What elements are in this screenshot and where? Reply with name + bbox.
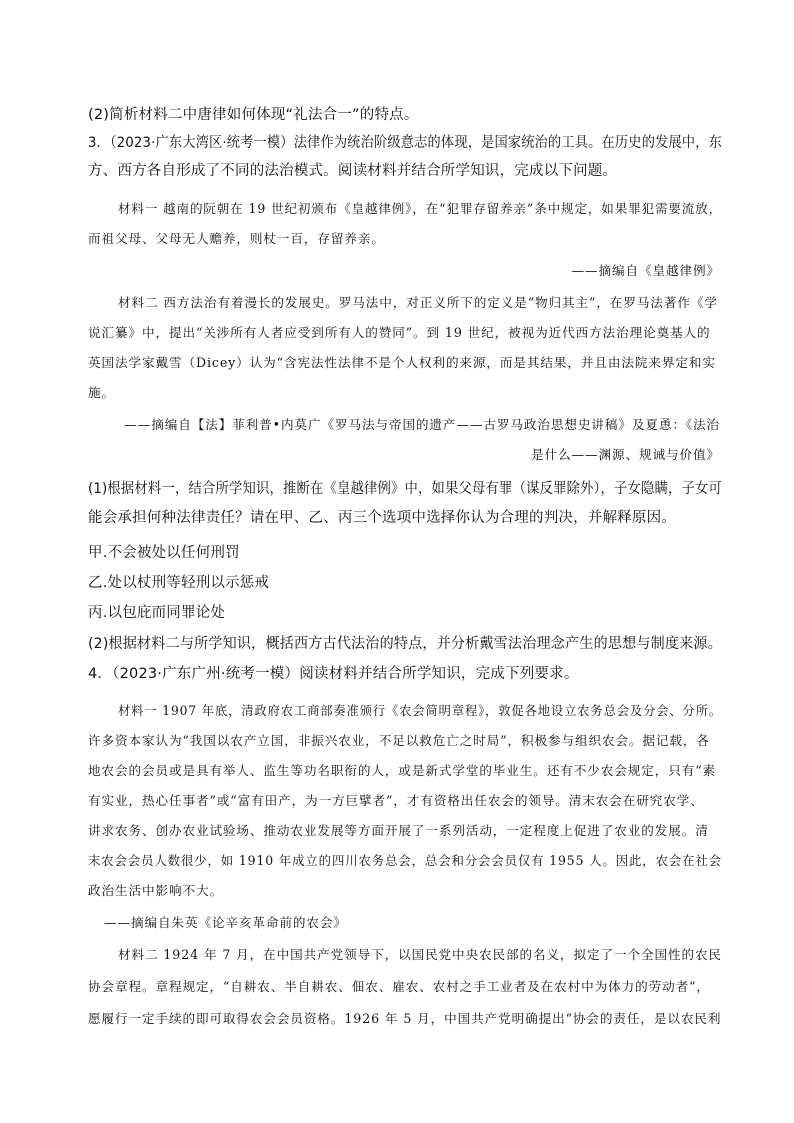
q3-material-1-line: 材料一 越南的阮朝在 19 世纪初颁布《皇越律例》，在“犯罪存留养亲”条中规定，如果罪犯需要流放， — [118, 201, 723, 216]
question-3-source: （2023·广东大湾区·统考一模） — [109, 135, 294, 151]
q3-option-b: 乙.处以杖刑等轻刑以示惩戒 — [88, 575, 270, 591]
q3-material-2-source-line-1: ——摘编自【法】菲利普•内莫广《罗马法与帝国的遗产——古罗马政治思想史讲稿》及夏恿：《法治 — [124, 417, 720, 432]
q3-material-2-line: 英国法学家戴雪（Dicey）认为“含宪法性法律不是个人权利的来源，而是其结果，并且由法院来界定和实 — [88, 355, 716, 370]
q3-option-a: 甲.不会被处以任何刑罚 — [88, 545, 240, 561]
q3-material-2-source-line-2: 是什么——渊源、规诫与价值》 — [531, 447, 720, 462]
q4-material-1-line: 末农会会员人数很少，如 1910 年成立的四川农务总会，总会和分会会员仅有 1955 人。因此，农会在社会 — [88, 853, 722, 868]
q3-sub-2: (2)根据材料二与所学知识，概括西方古代法治的特点，并分析戴雪法治理念产生的思想与制度来源。 — [88, 636, 722, 652]
question-2-sub-2: (2)简析材料二中唐律如何体现“礼法合一”的特点。 — [88, 107, 419, 123]
q3-sub-1-line: (1)根据材料一，结合所学知识，推断在《皇越律例》中，如果父母有罪（谋反罪除外），子女隐瞒，子女可 — [88, 481, 722, 497]
q3-material-1-line: 而祖父母、父母无人赡养，则杖一百，存留养亲。 — [88, 231, 385, 246]
q3-material-2-line: 施。 — [88, 385, 115, 400]
question-4-source: （2023·广东广州·统考一模） — [112, 666, 300, 682]
q4-material-1-line: 材料一 1907 年底，清政府农工商部奏准颁行《农会简明章程》，敦促各地设立农务总会及分会、分所。 — [118, 703, 723, 718]
q4-material-2-line: 材料二 1924 年 7 月，在中国共产党领导下，以国民党中央农民部的名义，拟定了一个全国性的农民 — [118, 947, 722, 962]
q4-material-1-line: 讲求农务、创办农业试验场、推动农业发展等方面开展了一系列活动，一定程度上促进了农业的发展。清 — [88, 823, 709, 838]
question-3-stem-line-2: 方、西方各自形成了不同的法治模式。阅读材料并结合所学知识，完成以下问题。 — [88, 163, 618, 179]
q4-material-1-line: 政治生活中影响不大。 — [88, 883, 223, 898]
question-4-stem — [88, 662, 579, 683]
q3-option-c: 丙.以包庇而同罪论处 — [88, 605, 226, 621]
question-4-stem-text: 阅读材料并结合所学知识，完成下列要求。 — [299, 666, 579, 682]
q4-material-1-line: 有实业，热心任事者”或“富有田产，为一方巨擘者”，才有资格出任农会的领导。清末农会在研究农学、 — [88, 793, 704, 808]
question-3-stem-line-1 — [88, 131, 722, 152]
q4-material-1-line: 许多资本家认为“我国以农产立国，非振兴农业，不足以救危亡之时局”，积极参与组织农会。据记载，各 — [88, 733, 710, 748]
q3-sub-1-line: 能会承担何种法律责任？请在甲、乙、丙三个选项中选择你认为合理的判决，并解释原因。 — [88, 510, 676, 526]
q4-material-2-line: 协会章程。章程规定，“自耕农、半自耕农、佃农、雇农、农村之手工业者及在农村中为体力的劳动者”， — [88, 979, 710, 994]
q4-material-1-source: ——摘编自朱英《论辛亥革命前的农会》 — [104, 915, 347, 930]
question-3-number: 3． — [88, 135, 110, 151]
q4-material-1-line: 地农会的会员或是具有举人、监生等功名职衔的人，或是新式学堂的毕业生。还有不少农会规定，只有“素 — [88, 763, 717, 778]
q3-material-1-source: ——摘编自《皇越律例》 — [571, 263, 720, 278]
q3-material-2-line: 说汇纂》中，提出“关涉所有人者应受到所有人的赞同”。到 19 世纪，被视为近代西方法治理论奠基人的 — [88, 325, 711, 340]
q4-material-2-line: 愿履行一定手续的即可取得农会会员资格。1926 年 5 月，中国共产党明确提出“协会的责任，是以农民利 — [88, 1011, 722, 1026]
question-3-stem-text-1: 法律作为统治阶级意志的体现，是国家统治的工具。在历史的发展中，东 — [293, 135, 723, 151]
q3-material-2-line: 材料二 西方法治有着漫长的发展史。罗马法中，对正义所下的定义是“物归其主”，在罗马法著作《学 — [118, 295, 718, 310]
question-4-number: 4． — [88, 666, 113, 682]
